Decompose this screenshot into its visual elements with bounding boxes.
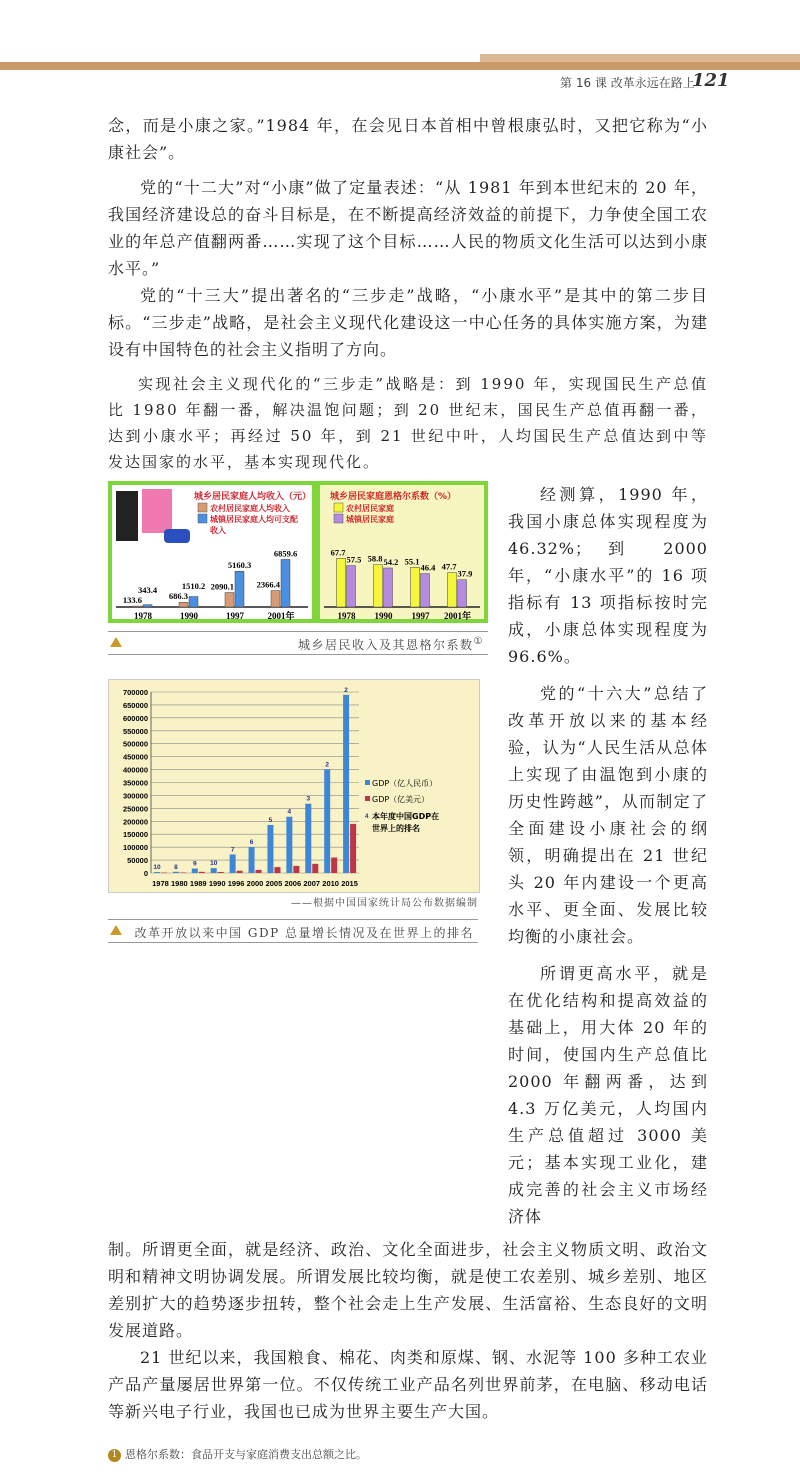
legend-label: GDP（亿美元） [372, 795, 430, 804]
data-label: 54.2 [383, 556, 399, 567]
rank-label: 2 [325, 761, 329, 769]
bar [324, 769, 330, 873]
y-tick-label: 600000 [122, 713, 148, 723]
bar [179, 602, 188, 607]
side-text [508, 481, 708, 1230]
paragraph: 所谓更高水平，就是在优化结构和提高效益的基础上，用大体 20 年的时间，使国内生产总值比 2000 年翻两番，达到 4.3 万亿美元，人均国内生产总值超过 3000 美元；基本实现工业化，建成完善的社会主义市场经济体 [508, 964, 708, 1226]
rank-label: 7 [230, 846, 235, 854]
rank-legend-label: 本年度中国GDP在 [372, 812, 440, 821]
rank-label: 9 [193, 860, 197, 868]
y-tick-label: 200000 [122, 817, 148, 827]
y-tick-label: 700000 [122, 688, 148, 697]
x-tick-label: 1978 [152, 879, 169, 888]
figure-income-engel [108, 481, 488, 623]
bar [331, 857, 337, 873]
x-tick-label: 2001年 [443, 611, 472, 621]
legend-label: 农村居民家庭 [346, 504, 394, 513]
data-label: 343.4 [137, 585, 158, 596]
x-tick-label: 1990 [180, 611, 198, 621]
y-tick-label: 0 [143, 869, 148, 878]
rank-label: 10 [210, 860, 218, 868]
chart-title: 城乡居民家庭人均收入（元） [194, 492, 312, 502]
rank-label: 10 [153, 864, 161, 872]
bar [271, 591, 280, 607]
rank-label: 8 [174, 863, 178, 871]
bar [347, 566, 356, 607]
bar [133, 606, 142, 607]
x-tick-label: 1989 [189, 879, 207, 888]
bar [256, 870, 262, 873]
x-tick-label: 2015 [341, 879, 358, 888]
rank-legend-marker: 4 [365, 814, 369, 820]
paragraph: 制。所谓更全面，就是经济、政治、文化全面进步，社会主义物质文明、政治文明和精神文明协调发展。所谓发展比较均衡，就是使工农差别、城乡差别、地区差别扩大的趋势逐步扭转，整个社会走上生产发展、生活富裕、生态良好的文明发展道路。 [108, 1240, 708, 1340]
y-tick-label: 300000 [122, 791, 148, 801]
bar [448, 573, 457, 607]
bar [421, 574, 430, 607]
paragraph: 党的“十二大”对“小康”做了定量表述：“从 1981 年到本世纪末的 20 年，我国经济建设总的奋斗目标是，在不断提高经济效益的前提下，力争使全国工农业的年总产值翻两番……实现了这个目标……人民的物质文化生活可以达到小康水平。” [108, 178, 708, 278]
bar [161, 873, 167, 874]
bar [199, 872, 205, 873]
bar [154, 872, 160, 873]
legend-label: GDP（亿人民币） [372, 779, 438, 788]
x-tick-label: 2000 [246, 879, 264, 888]
footnote-text: 恩格尔系数：食品开支与家庭消费支出总额之比。 [125, 1448, 367, 1461]
legend-label: 城镇居民家庭 [346, 515, 394, 524]
x-tick-label: 1978 [134, 611, 152, 621]
y-tick-label: 500000 [122, 739, 148, 749]
bar [173, 872, 179, 873]
chart-title: 城乡居民家庭恩格尔系数（%） [330, 492, 457, 502]
data-label: 6859.6 [273, 548, 298, 559]
figure2-source: ——根据中国国家统计局公布数据编制 [291, 898, 478, 909]
car-picture [164, 529, 190, 543]
bar [343, 695, 349, 873]
top-text [108, 112, 708, 363]
divider [314, 483, 318, 621]
legend-swatch [334, 503, 343, 512]
legend-label: 农村居民家庭人均收入 [210, 504, 290, 513]
data-label: 55.1 [404, 556, 420, 567]
bar [286, 817, 292, 873]
bar [337, 558, 346, 607]
bar [225, 593, 234, 607]
x-tick-label: 1997 [411, 611, 430, 621]
bar [235, 571, 244, 607]
data-label: 2090.1 [210, 581, 234, 592]
x-tick-label: 1997 [226, 611, 244, 621]
figure1-caption: 城乡居民收入及其恩格尔系数 [298, 638, 474, 652]
rank-label: 4 [287, 808, 292, 816]
page-body [108, 0, 708, 1483]
rank-label: 3 [306, 795, 311, 803]
bar [180, 873, 186, 874]
data-label: 2366.4 [256, 579, 280, 590]
paragraph: 21 世纪以来，我国粮食、棉花、肉类和原煤、钢、水泥等 100 多种工农业产品产量屡居世界第一位。不仅传统工业产品名列世界前茅，在电脑、移动电话等新兴电子行业，我国也已成为世界主要生产大国。 [108, 1348, 708, 1421]
legend-swatch [198, 514, 207, 523]
data-label: 686.3 [168, 591, 188, 602]
data-label: 5160.3 [227, 560, 252, 571]
footnote-ref: ① [473, 636, 484, 647]
x-tick-label: 1990 [374, 611, 393, 621]
data-label: 46.4 [420, 562, 436, 573]
x-tick-label: 2010 [322, 879, 339, 888]
figure-row [108, 481, 708, 1230]
y-tick-label: 650000 [122, 700, 148, 710]
data-label: 67.7 [330, 547, 346, 558]
data-label: 57.5 [346, 554, 362, 565]
y-tick-label: 350000 [122, 778, 148, 788]
bar [374, 565, 383, 607]
rank-legend-label: 世界上的排名 [372, 824, 420, 833]
legend-swatch [365, 796, 370, 801]
y-tick-label: 250000 [122, 804, 148, 814]
rank-label: 6 [249, 839, 254, 847]
y-tick-label: 50000 [127, 856, 148, 866]
bar [384, 568, 393, 607]
bar [143, 605, 152, 607]
bar [274, 867, 280, 873]
bar [312, 864, 318, 873]
page-number: 121 [692, 70, 730, 91]
bar [192, 869, 198, 873]
rank-label: 5 [268, 816, 273, 824]
paragraph: 党的“十三大”提出著名的“三步走”战略，“小康水平”是其中的第二步目标。“三步走”战略，是社会主义现代化建设这一中心任务的具体实施方案，为建设有中国特色的社会主义指明了方向。 [108, 286, 708, 359]
data-label: 37.9 [457, 568, 473, 579]
bar [218, 872, 224, 873]
triangle-icon [110, 925, 122, 935]
data-label: 133.6 [122, 595, 142, 606]
buildings-picture [142, 489, 172, 533]
income-engel-chart [108, 481, 488, 623]
bar [350, 824, 356, 873]
legend-swatch [198, 503, 207, 512]
x-tick-label: 2005 [265, 879, 283, 888]
paragraph: 经测算，1990 年，我国小康总体实现程度为 46.32%；到 2000 年，“小康水平”的 16 项指标有 13 项指标按时完成，小康总体实现程度为 96.6%。 [508, 485, 708, 666]
bar [281, 559, 290, 607]
figures-column [108, 481, 488, 943]
rank-label: 2 [344, 686, 348, 694]
bottom-text [108, 1236, 708, 1425]
gdp-chart [109, 680, 479, 892]
bar [211, 868, 217, 873]
footnote-marker: 1 [108, 1449, 121, 1462]
figure1-caption-bar [108, 631, 488, 655]
data-label: 47.7 [441, 561, 457, 572]
x-tick-label: 2001年 [267, 611, 295, 621]
bar [293, 866, 299, 873]
paragraph: 念，而是小康之家。”1984 年，在会见日本首相中曾根康弘时，又把它称为“小康社会”。 [108, 116, 708, 162]
y-tick-label: 450000 [122, 752, 148, 762]
bar [305, 804, 311, 873]
x-tick-label: 1996 [227, 879, 245, 888]
x-tick-label: 2007 [303, 879, 321, 888]
bar [237, 871, 243, 873]
data-label: 58.8 [367, 553, 383, 564]
triangle-icon [110, 637, 122, 647]
data-label: 1510.2 [181, 581, 206, 592]
legend-swatch [365, 780, 370, 785]
paragraph: 党的“十六大”总结了改革开放以来的基本经验，认为“人民生活从总体上实现了由温饱到小康的历史性跨越”，从而制定了全面建设小康社会的纲领，明确提出在 21 世纪头 20 年内建设一个更高水平、更全面、发展比较均衡的小康社会。 [508, 684, 708, 946]
x-tick-label: 1990 [208, 879, 226, 888]
bar [230, 854, 236, 873]
x-tick-label: 1980 [171, 879, 188, 888]
bar [249, 847, 255, 873]
bar [411, 567, 420, 607]
x-tick-label: 2006 [284, 879, 302, 888]
y-tick-label: 100000 [122, 843, 148, 853]
y-tick-label: 550000 [122, 726, 148, 736]
figure-gdp [108, 679, 480, 893]
bar [458, 580, 467, 607]
lesson-title: 第 16 课 改革永远在路上 [560, 76, 695, 90]
zebra-crossing-picture [116, 491, 138, 541]
y-tick-label: 150000 [122, 830, 148, 840]
x-tick-label: 1978 [337, 611, 356, 621]
legend-label: 城镇居民家庭人均可支配 [210, 515, 298, 524]
bar [267, 825, 273, 873]
bar [189, 597, 198, 607]
legend-label: 收入 [210, 526, 226, 535]
legend-swatch [334, 514, 343, 523]
figure2-caption-bar [108, 919, 478, 943]
figure2-caption: 改革开放以来中国 GDP 总量增长情况及在世界上的排名 [134, 926, 474, 940]
quote-box: 实现社会主义现代化的“三步走”战略是：到 1990 年，实现国民生产总值比 1980 年翻一番，解决温饱问题；到 20 世纪末，国民生产总值再翻一番，达到小康水平；再经过 50 年，到 21 世纪中叶，人均国民生产总值达到中等发达国家的水平，基本实现现代化。 [108, 375, 708, 471]
footnote [108, 1447, 708, 1463]
y-tick-label: 400000 [122, 765, 148, 775]
